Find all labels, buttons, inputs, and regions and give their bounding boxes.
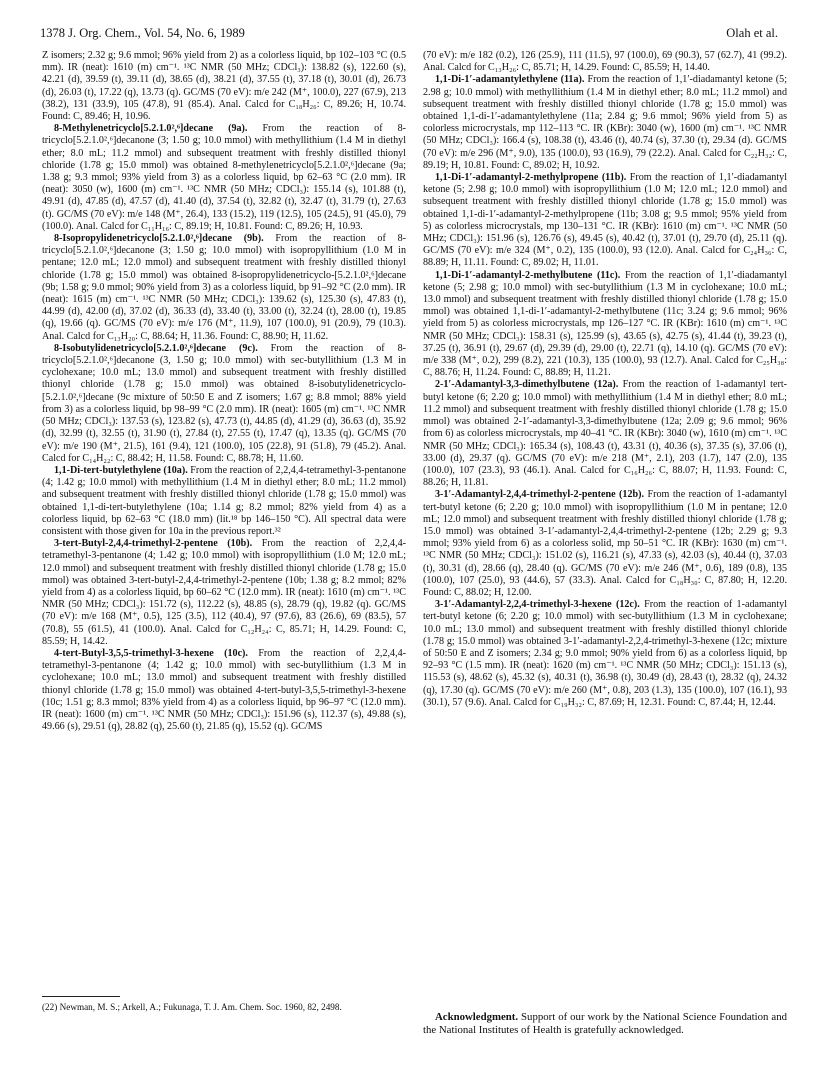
acknowledgment (423, 1011, 787, 1037)
paragraph (42, 343, 406, 465)
compound-heading: 3-tert-Butyl-2,4,4-trimethyl-2-pentene (10b). (54, 538, 253, 550)
right-column (423, 50, 787, 709)
paragraph-text: From the reaction of 8-tricyclo[5.2.1.0²,⁶]decanone (3; 1.50 g; 10.0 mmol) with isopropyllithium (1.0 M in pentane; 12.0 mL; 12.0 mmol) and subsequent treatment with freshly distilled thionyl chloride (1.78 g; 15.0 mmol) was obtained 8-isopropylidenetricyclo-[5.2.1.0²,⁶]decane (9b; 1.58 g; 9.0 mmol; 90% yield from 3) as a colorless liquid, bp 91–92 °C (2.0 mm). IR (neat): 1615 (m) cm⁻¹. ¹³C NMR (50 MHz; CDCl₃): 139.62 (s), 125.30 (s), 47.83 (t), 44.99 (d), 42.00 (d), 37.02 (d), 36.33 (d), 33.40 (t), 33.00 (t), 32.24 (t), 28.00 (t), 19.85 (q), 19.66 (q). GC/MS (70 eV): m/e 176 (M⁺, 11.9), 107 (100.0), 91 (20.9), 79 (10.3). Anal. Calcd for C₁₃H₂₀: C, 88.64; H, 11.36. Found: C, 88.90; H, 11.62. (42, 233, 406, 342)
footnote: (22) Newman, M. S.; Arkell, A.; Fukunaga, T. J. Am. Chem. Soc. 1960, 82, 2498. (42, 1002, 342, 1012)
page-header (40, 26, 778, 42)
paragraph (423, 172, 787, 270)
paragraph-text: Z isomers; 2.32 g; 9.6 mmol; 96% yield from 2) as a colorless liquid, bp 102–103 °C (0.5 mm). IR (neat): 1610 (m) cm⁻¹. ¹³C NMR (50 MHz; CDCl₃): 138.82 (s), 122.60 (s), 42.21 (d), 39.59 (t), 39.11 (d), 38.65 (d), 38.21 (d), 37.55 (t), 37.18 (t), 30.01 (d), 26.73 (d), 26.03 (t), 17.22 (q), 13.73 (q). GC/MS (70 eV): m/e 242 (M⁺, 100.0), 227 (67.9), 213 (38.2), 131 (33.9), 105 (47.8), 91 (85.4). Anal. Calcd for C₁₈H₂₆: C, 89.26; H, 10.74. Found: C, 89.46; H, 10.96. (42, 50, 406, 123)
paragraph (42, 233, 406, 343)
paragraph-text: From the reaction of 8-tricyclo[5.2.1.0²,⁶]decanone (3, 1.50 g; 10.0 mmol) with sec-butyllithium (1.3 M in cyclohexane; 10.0 mL; 13.0 mmol) and subsequent treatment with freshly distilled thionyl chloride (1.78 g; 15.0 mmol) was obtained 8-isobutylidenetricyclo-[5.2.1.0²,⁶]decane (9c mixture of 50:50 E and Z isomers; 1.67 g; 8.8 mmol; 88% yield from 3) as a colorless liquid, bp 98–99 °C (2.0 mm). IR (neat): 1605 (m) cm⁻¹. ¹³C NMR (50 MHz; CDCl₃): 137.53 (s), 123.82 (s), 47.73 (t), 44.85 (d), 41.29 (d), 36.63 (d), 35.92 (d), 32.99 (t), 32.55 (t), 31.90 (t), 27.84 (t), 27.55 (t), 17.47 (q), 13.35 (q). GC/MS (70 eV): m/e 190 (M⁺, 21.5), 161 (9.4), 121 (100.0), 105 (22.8), 91 (51.8), 79 (45.2). Anal. Calcd for C₁₄H₂₂: C, 88.42; H, 11.58. Found: C, 88.78; H, 11.60. (42, 342, 406, 464)
paragraph-text: From the reaction of 2,2,4,4-tetramethyl-3-pentanone (4; 1.42 g; 10.0 mmol) with sec-butyllithium (1.3 M in cyclohexane; 10.0 mL; 13.0 mmol) and subsequent treatment with freshly distilled thionyl chloride (1.78 g; 15.0 mmol) was obtained 4-tert-butyl-3,5,5-trimethyl-3-hexene (10c; 1.51 g; 8.3 mmol; 83% yield from 4) as a colorless liquid, bp 96–97 °C (12.0 mm). IR (neat): 1600 (m) cm⁻¹. ¹³C NMR (50 MHz; CDCl₃): 151.96 (s), 112.37 (s), 49.88 (s), 49.66 (s), 29.51 (q), 28.82 (q), 25.60 (t), 21.85 (q), 15.52 (q). GC/MS (42, 647, 406, 733)
compound-heading: 8-Isobutylidenetricyclo[5.2.1.0²,⁶]decane (9c). (54, 342, 258, 354)
compound-heading: 8-Methylenetricyclo[5.2.1.0²,⁶]decane (9a). (54, 123, 248, 135)
paragraph-text: From the reaction of 1,1′-diadamantyl ketone (5; 2.98 g; 10.0 mmol) with isopropyllithium (1.0 M; 12.0 mL; 12.0 mmol) and subsequent treatment with freshly distilled thionyl chloride (1.78 g; 15.0 mmol) was obtained 1,1-di-1′-adamantyl-2-methylpropene (11b; 3.08 g; 9.5 mmol; 95% yield from 5) as colorless microcrystals, mp 130–131 °C. IR (KBr): 1610 (m) cm⁻¹. ¹³C NMR (50 MHz; CDCl₃): 151.96 (s), 126.76 (s), 49.45 (s), 40.42 (t), 37.01 (t), 29.70 (d), 25.11 (q). GC/MS (70 eV): m/e 324 (M⁺, 0.2), 135 (100.0), 93 (12.0). Anal. Calcd for C₂₄H₃₆: C, 88.89; H, 11.11. Found: C, 89.02; H, 11.01. (423, 172, 788, 269)
compound-heading: 2-1′-Adamantyl-3,3-dimethylbutene (12a). (435, 379, 619, 391)
paragraph (423, 74, 787, 172)
paragraph (42, 648, 406, 733)
compound-heading: 3-1′-Adamantyl-2,2,4-trimethyl-3-hexene (12c). (435, 599, 640, 611)
paragraph-text: From the reaction of 1,1′-diadamantyl ketone (5; 2.98 g; 10.0 mmol) with methyllithium (1.4 M in diethyl ether; 8.0 mL; 11.2 mmol) and subsequent treatment with freshly distilled thionyl chloride (1.78 g; 15.0 mmol) was obtained 1,1-di-1′-adamantylethylene (11a; 2.84 g; 9.6 mmol; 96% yield from 5) as colorless microcrystals, mp 112–113 °C. IR (KBr): 3040 (w), 1600 (m) cm⁻¹. ¹³C NMR (50 MHz; CDCl₃): 166.4 (s), 108.38 (t), 43.46 (t), 40.74 (s), 37.30 (t), 29.34 (d). GC/MS (70 eV): m/e 296 (M⁺, 9.0), 135 (100.0), 93 (16.9), 79 (22.2). Anal. Calcd for C₂₂H₃₂: C, 89.19; H, 10.81. Found: C, 89.02; H, 10.92. (423, 74, 787, 171)
running-head-right: Olah et al. (726, 26, 778, 40)
paragraph (423, 489, 787, 599)
paragraph (42, 50, 406, 123)
paragraph-text: From the reaction of 2,2,4,4-tetramethyl-3-pentanone (4; 1.42 g; 10.0 mmol) with isopropyllithium (1.0 M; 12.0 mL; 12.0 mmol) and subsequent treatment with freshly distilled thionyl chloride (1.78 g; 15.0 mmol) was obtained 3-tert-butyl-2,4,4-trimethyl-2-pentene (10b; 1.38 g; 8.2 mmol; 82% yield from 4) as a colorless liquid, bp 60–62 °C (12.0 mm). IR (neat): 1610 (m) cm⁻¹. ¹³C NMR (50 MHz; CDCl₃): 151.72 (s), 112.22 (s), 48.85 (s), 28.79 (q), 19.82 (q). GC/MS (70 eV): m/e 168 (M⁺, 0.5), 125 (3.5), 112 (40.4), 97 (97.6), 83 (26.6), 69 (83.5), 57 (70.8), 55 (61.5), 41 (100.0). Anal. Calcd for C₁₂H₂₄: C, 85.71; H, 14.29. Found: C, 85.59; H, 14.42. (42, 538, 406, 647)
compound-heading: 1,1-Di-1′-adamantyl-2-methylpropene (11b). (435, 172, 627, 184)
paragraph-text: From the reaction of 1-adamantyl tert-butyl ketone (6; 2.20 g; 10.0 mmol) with isopropyllithium (1.0 M in pentane; 12.0 mL; 12.0 mmol) and subsequent treatment with freshly distilled thionyl chloride (1.78 g; 15.0 mmol) was obtained 3-1′-adamantyl-2,4,4-trimethyl-2-pentene (12b; 2.29 g; 9.3 mmol; 93% yield from 6) as a colorless solid, mp 50–51 °C. IR (KBr): 1630 (m) cm⁻¹. ¹³C NMR (50 MHz; CDCl₃): 151.02 (s), 116.21 (s), 47.33 (s), 42.03 (s), 40.44 (t), 37.03 (t), 30.31 (d), 28.66 (q), 28.40 (q). GC/MS (70 eV): m/e 246 (M⁺, 0.6), 189 (0.8), 135 (100.0), 107 (25.0), 93 (44.6), 57 (33.3). Anal. Calcd for C₁₈H₃₀: C, 87.80; H, 12.20. Found: C, 88.02; H, 12.00. (423, 489, 788, 598)
compound-heading: 3-1′-Adamantyl-2,4,4-trimethyl-2-pentene (12b). (435, 489, 645, 501)
paragraph (423, 270, 787, 380)
paragraph-text: From the reaction of 2,2,4,4-tetramethyl-3-pentanone (4; 1.42 g; 10.0 mmol) with methyllithium (1.4 M in diethyl ether; 8.0 mL; 11.2 mmol) and subsequent treatment with freshly distilled thionyl chloride (1.78 g; 15.0 mmol) was obtained 1,1-di-tert-butylethylene (10a; 1.14 g; 8.2 mmol; 82% yield from 4) as a colorless liquid, bp 62–63 °C (18.0 mm) (lit.¹⁸ bp 146–150 °C). All spectral data were consistent with those given for 10a in the previous report.³² (42, 464, 406, 537)
paragraph (423, 50, 787, 74)
paragraph (42, 465, 406, 538)
compound-heading: 4-tert-Butyl-3,5,5-trimethyl-3-hexene (10c). (54, 647, 248, 659)
running-head-left: 1378 J. Org. Chem., Vol. 54, No. 6, 1989 (40, 26, 245, 40)
acknowledgment-text: Support of our work by the National Science Foundation and the National Institutes of Health is gratefully acknowledged. (423, 1010, 787, 1036)
paragraph-text: (70 eV): m/e 182 (0.2), 126 (25.9), 111 (11.5), 97 (100.0), 69 (90.3), 57 (62.7), 41 (99.2). Anal. Calcd for C₁₃H₂₆: C, 85.71; H, 14.29. Found: C, 85.59; H, 14.40. (423, 50, 787, 74)
paragraph (42, 123, 406, 233)
compound-heading: 1,1-Di-1′-adamantylethylene (11a). (435, 74, 585, 86)
compound-heading: 1,1-Di-1′-adamantyl-2-methylbutene (11c). (435, 269, 621, 281)
footnote-rule (42, 996, 120, 997)
paragraph (423, 599, 787, 709)
compound-heading: 8-Isopropylidenetricyclo[5.2.1.0²,⁶]decane (9b). (54, 233, 264, 245)
paragraph-text: From the reaction of 8-tricyclo[5.2.1.0²,⁶]decanone (3; 1.50 g; 10.0 mmol) with methyllithium (1.4 M in diethyl ether; 8.0 mL; 11.2 mmol) and subsequent treatment with freshly distilled thionyl chloride (1.78 g; 15.0 mmol) was obtained 8-methylenetricyclo[5.2.1.0²,⁶]decane (9a; 1.38 g; 9.3 mmol; 93% yield from 3) as a colorless liquid, bp 62–63 °C (2.0 mm). IR (neat): 3050 (w), 1600 (m) cm⁻¹. ¹³C NMR (50 MHz; CDCl₃): 155.14 (s), 101.88 (t), 49.91 (d), 47.85 (d), 47.57 (d), 41.40 (d), 37.54 (t), 32.82 (t), 32.47 (t), 31.79 (t), 27.63 (t). GC/MS (70 eV): m/e 148 (M⁺, 26.4), 133 (15.2), 119 (12.5), 105 (24.5), 91 (45.0), 79 (100.0). Anal. Calcd for C₁₁H₁₆: C, 89.19; H, 10.81. Found: C, 89.26; H, 10.93. (42, 123, 406, 232)
paragraph (423, 379, 787, 489)
paragraph-text: From the reaction of 1-adamantyl tert-butyl ketone (6; 2.20 g; 10.0 mmol) with sec-butyllithium (1.3 M in cyclohexane; 10.0 mL; 13.0 mmol) and subsequent treatment with freshly distilled thionyl chloride (1.78 g; 15.0 mmol) was obtained 3-1′-adamantyl-2,2,4-trimethyl-3-hexene (12c; mixture of 50:50 E and Z isomers; 2.34 g; 9.0 mmol; 90% yield from 6) as a colorless liquid, bp 92–93 °C (1.5 mm). IR (neat): 1620 (m) cm⁻¹. ¹³C NMR (50 MHz; CDCl₃): 151.13 (s), 115.53 (s), 48.62 (s), 45.32 (s), 40.31 (t), 36.98 (t), 30.49 (d), 28.43 (t), 28.32 (q), 24.32 (q), 17.30 (q). GC/MS (70 eV): m/e 260 (M⁺, 0.8), 203 (1.3), 135 (100.0), 107 (16.1), 93 (30.1), 57 (9.6). Anal. Calcd for C₁₉H₃₂: C, 87.69; H, 12.31. Found: C, 87.44; H, 12.44. (423, 599, 788, 708)
left-column (42, 50, 406, 733)
paragraph-text: From the reaction of 1-adamantyl tert-butyl ketone (6; 2.20 g; 10.0 mmol) with methyllithium (1.4 M in diethyl ether; 8.0 mL; 11.2 mmol) and subsequent treatment with freshly distilled thionyl chloride (1.78 g; 15.0 mmol) was obtained 2-1′-adamantyl-3,3-dimethylbutene (12a; 2.09 g; 9.6 mmol; 96% from 6) as colorless microcrystals, mp 40–41 °C. IR (KBr): 3040 (w), 1610 (m) cm⁻¹. ¹³C NMR (50 MHz; CDCl₃): 165.34 (s), 108.43 (t), 43.31 (t), 40.36 (s), 37.35 (s), 37.06 (t), 33.00 (d), 29.37 (q). GC/MS (70 eV): m/e 218 (M⁺, 2.1), 203 (1.7), 147 (2.0), 135 (100.0), 107 (23.3), 93 (46.1). Anal. Calcd for C₁₆H₂₆: C, 88.07; H, 11.93. Found: C, 88.26; H, 11.81. (423, 379, 787, 489)
compound-heading: 1,1-Di-tert-butylethylene (10a). (54, 464, 188, 476)
paragraph (42, 538, 406, 648)
paragraph-text: From the reaction of 1,1′-diadamantyl ketone (5; 2.98 g; 10.0 mmol) with sec-butyllithium (1.3 M in cyclohexane; 10.0 mL; 13.0 mmol) and subsequent treatment with freshly distilled thionyl chloride (1.78 g; 15.0 mmol) was obtained 1,1-di-1′-adamantyl-2-methylbutene (11c; 3.24 g; 9.6 mmol; 96% yield from 5) as colorless microcrystals, mp 126–127 °C. IR (KBr): 1610 (m) cm⁻¹. ¹³C NMR (50 MHz; CDCl₃): 158.31 (s), 125.99 (s), 43.65 (s), 42.75 (s), 41.44 (t), 39.23 (t), 37.25 (t), 36.91 (t), 29.67 (d), 29.39 (d), 29.00 (t), 22.71 (q), 14.10 (q). GC/MS (70 eV): m/e 338 (M⁺, 0.2), 299 (8.2), 221 (10.3), 135 (100.0), 93 (12.7). Anal. Calcd for C₂₅H₃₈: C, 88.76; H, 11.24. Found: C, 88.89; H, 11.21. (423, 269, 788, 379)
acknowledgment-title: Acknowledgment. (435, 1010, 519, 1023)
